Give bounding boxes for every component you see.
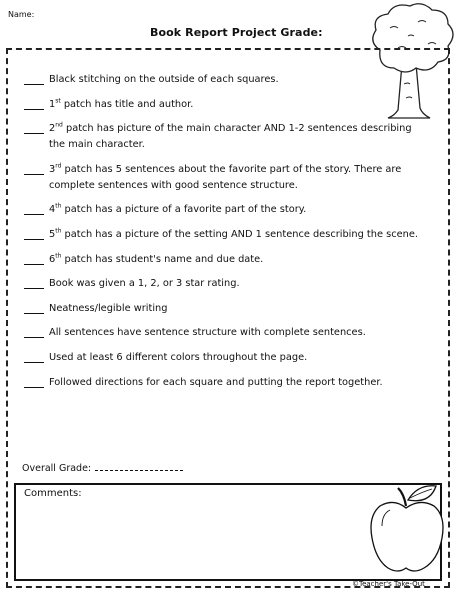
checklist-item [24,121,424,153]
score-blank [24,229,44,240]
overall-grade-line [95,462,183,471]
score-blank [24,327,44,338]
ordinal-suffix: rd [55,162,62,170]
score-blank [24,164,44,175]
text-fragment: patch has picture of the main character AND 1-2 sentences describing the main character. [49,123,412,151]
score-blank [24,123,44,134]
checklist-item [24,276,424,292]
checklist-item-text [49,121,424,153]
overall-grade [22,462,183,474]
text-fragment: patch has student's name and due date. [61,253,264,265]
name-label: Name: [8,10,35,19]
checklist-item-text [49,72,424,88]
apple-icon [368,480,446,576]
text-fragment: patch has a picture of the setting AND 1 sentence describing the scene. [61,228,418,240]
text-fragment: All sentences have sentence structure with complete sentences. [49,327,366,339]
score-blank [24,352,44,363]
text-fragment: Book was given a 1, 2, or 3 star rating. [49,278,240,290]
checklist-item [24,301,424,317]
comments-label: Comments: [24,488,82,499]
checklist-item-text [49,301,424,317]
text-fragment: Black stitching on the outside of each squares. [49,74,279,85]
score-blank [24,278,44,289]
text-fragment: 5 [49,228,56,240]
checklist-item [24,252,424,268]
ordinal-suffix: nd [55,121,63,129]
text-fragment: 1 [49,98,56,110]
checklist-item-text [49,227,424,243]
checklist-item [24,350,424,366]
checklist-item [24,97,424,113]
overall-grade-label: Overall Grade: [22,463,92,474]
checklist-item [24,162,424,194]
text-fragment: 3 [49,163,56,175]
ordinal-suffix: th [55,203,62,211]
text-fragment: 4 [49,204,56,216]
text-fragment: patch has title and author. [60,98,194,110]
checklist-item [24,227,424,243]
checklist-item [24,375,424,391]
text-fragment: patch has 5 sentences about the favorite part of the story. There are complete sentences with good sentence structure. [49,163,402,191]
score-blank [24,204,44,215]
ordinal-suffix: st [55,97,61,105]
checklist-item-text [49,97,424,113]
ordinal-suffix: th [55,227,62,235]
checklist-item-text [49,276,424,292]
checklist [24,72,424,399]
ordinal-suffix: th [55,252,62,260]
score-blank [24,74,44,85]
checklist-item-text [49,202,424,218]
checklist-item-text [49,325,424,341]
checklist-item-text [49,162,424,194]
checklist-item-text [49,252,424,268]
text-fragment: 6 [49,253,56,265]
text-fragment: patch has a picture of a favorite part of the story. [61,204,307,216]
text-fragment: 2 [49,123,56,135]
checklist-item [24,325,424,341]
checklist-item-text [49,375,424,391]
text-fragment: Neatness/legible writing [49,302,168,314]
score-blank [24,99,44,110]
copyright: ©Teacher's Take-Out [352,580,425,588]
checklist-item [24,202,424,218]
page-title: Book Report Project Grade: [150,26,323,39]
text-fragment: Followed directions for each square and putting the report together. [49,376,383,388]
checklist-item [24,72,424,88]
score-blank [24,254,44,265]
text-fragment: Used at least 6 different colors throughout the page. [49,351,308,363]
checklist-item-text [49,350,424,366]
score-blank [24,303,44,314]
score-blank [24,377,44,388]
